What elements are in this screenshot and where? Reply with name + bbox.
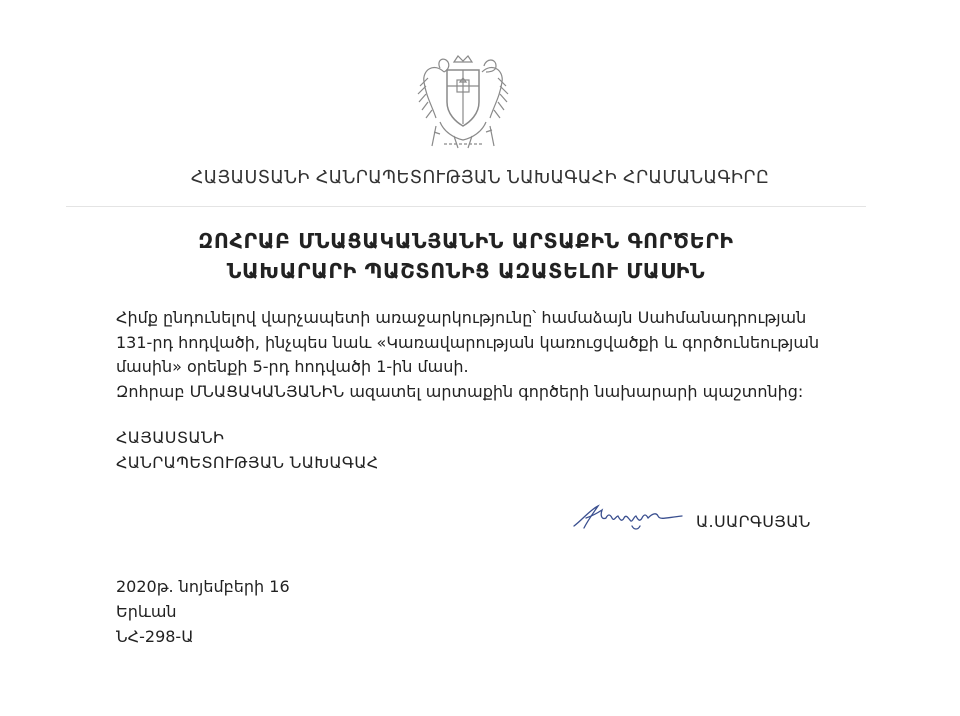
president-title-line: ՀԱՆՐԱՊԵՏՈՒԹՅԱՆ ՆԱԽԱԳԱՀ <box>116 452 379 472</box>
decree-footer <box>116 574 290 649</box>
coat-of-arms-icon <box>414 52 512 152</box>
decree-number: ՆՀ-298-Ա <box>116 627 194 646</box>
document-type: ՀԱՅԱՍՏԱՆԻ ՀԱՆՐԱՊԵՏՈՒԹՅԱՆ ՆԱԽԱԳԱՀԻ ՀՐԱՄԱՆԱԳԻՐԸ <box>190 168 770 188</box>
header-divider <box>66 206 866 207</box>
signer-name: Ա.ՍԱՐԳՍՅԱՆ <box>696 512 811 531</box>
president-title-line: ՀԱՅԱՍՏԱՆԻ <box>116 428 225 447</box>
decree-city: Երևան <box>116 602 177 621</box>
body-line: մասին» օրենքի 5-րդ հոդվածի 1-ին մասի. <box>116 357 469 376</box>
body-line: Հիմք ընդունելով վարչապետի առաջարկությունը՝ համաձայն Սահմանադրության <box>116 308 807 327</box>
title-line: ԶՈՀՐԱԲ ՄՆԱՑԱԿԱՆՅԱՆԻՆ ԱՐՏԱՔԻՆ ԳՈՐԾԵՐԻ <box>198 229 734 253</box>
title-line: ՆԱԽԱՐԱՐԻ ՊԱՇՏՈՆԻՑ ԱԶԱՏԵԼՈՒ ՄԱՍԻՆ <box>226 259 706 283</box>
decree-date: 2020թ. նոյեմբերի 16 <box>116 577 290 596</box>
body-line: 131-րդ հոդվածի, ինչպես նաև «Կառավարության կառուցվածքի և գործունեության <box>116 332 820 352</box>
president-title <box>116 426 379 475</box>
body-line: Զոհրաբ ՄՆԱՑԱԿԱՆՅԱՆԻՆ ազատել արտաքին գործերի նախարարի պաշտոնից: <box>116 381 804 401</box>
decree-title <box>0 226 932 286</box>
decree-body <box>116 306 836 404</box>
handwritten-signature <box>572 500 684 534</box>
